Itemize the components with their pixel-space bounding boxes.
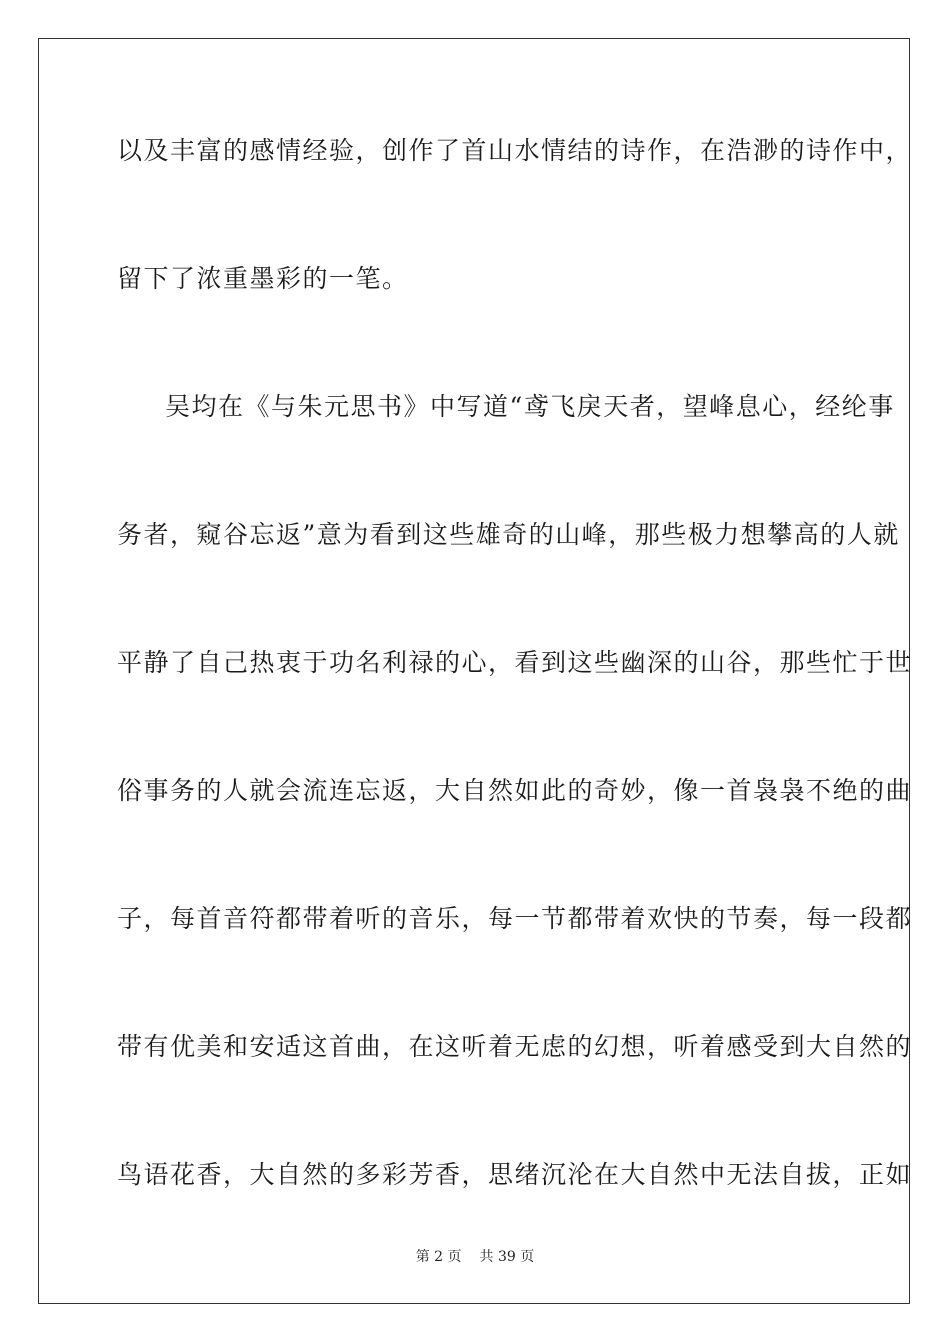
page-footer — [0, 1248, 950, 1266]
paragraph-line: 务者，窥谷忘返”意为看到这些雄奇的山峰，那些极力想攀高的人就 — [117, 520, 900, 549]
paragraph-line: 以及丰富的感情经验，创作了首山水情结的诗作，在浩渺的诗作中， — [117, 136, 913, 165]
paragraph-line: 带有优美和安适这首曲，在这听着无虑的幻想，听着感受到大自然的 — [117, 1032, 913, 1061]
paragraph-line: 子，每首音符都带着听的音乐，每一节都带着欢快的节奏，每一段都 — [117, 904, 913, 933]
paragraph-line: 平静了自己热衷于功名利禄的心，看到这些幽深的山谷，那些忙于世 — [117, 648, 913, 677]
page-number: 第 2 页 — [415, 1249, 462, 1265]
paragraph-line: 鸟语花香，大自然的多彩芳香，思绪沉沦在大自然中无法自拔，正如 — [117, 1160, 913, 1189]
paragraph-line: 俗事务的人就会流连忘返，大自然如此的奇妙，像一首袅袅不绝的曲 — [117, 776, 913, 805]
paragraph-line: 吴均在《与朱元思书》中写道“鸢飞戾天者，望峰息心，经纶事 — [165, 392, 895, 421]
paragraph-line: 留下了浓重墨彩的一笔。 — [117, 264, 409, 293]
page-total: 共 39 页 — [479, 1249, 535, 1265]
